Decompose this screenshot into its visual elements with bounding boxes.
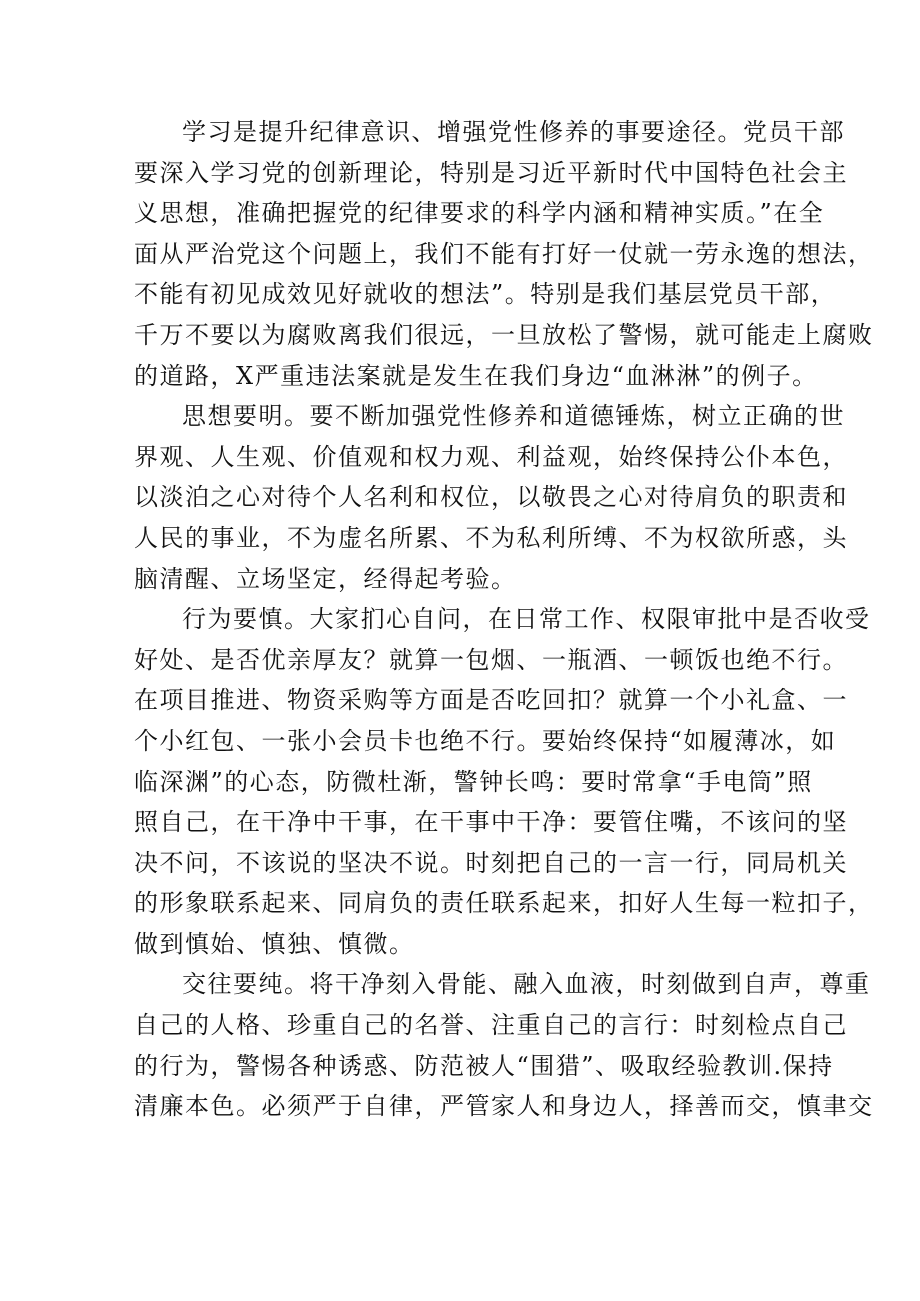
text-line: 好处、是否优亲厚友？就算一包烟、一瓶酒、一顿饭也绝不行。: [134, 645, 848, 674]
text-line: 的形象联系起来、同肩负的责任联系起来，扣好人生每一粒扣子，: [134, 889, 874, 918]
text-line: 做到慎始、慎独、慎微。: [134, 929, 415, 958]
text-line: 清廉本色。必须严于自律，严管家人和身边人，择善而交，慎聿交: [134, 1092, 874, 1121]
paragraph-thinking: [134, 396, 848, 599]
text-line: 行为要慎。大家扪心自问，在日常工作、权限审批中是否收受: [182, 605, 871, 634]
text-line: 在项目推进、物资采购等方面是否吃回扣？就算一个小礼盒、一: [134, 686, 848, 715]
text-line: 自己的人格、珍重自己的名誉、注重自己的言行：时刻检点自己: [134, 1011, 848, 1040]
text-line: 人民的事业，不为虚名所累、不为私利所缚、不为权欲所惑，头: [134, 523, 848, 552]
text-line: 脑清醒、立场坚定，经得起考验。: [134, 564, 517, 593]
text-line: 不能有初见成效见好就收的想法”。特别是我们基层党员干部，: [134, 280, 837, 309]
text-line: 照自己，在干净中干事，在干事中干净：要管住嘴，不该问的坚: [134, 808, 848, 837]
text-line: 界观、人生观、价值观和权力观、利益观，始终保持公仆本色，: [134, 442, 848, 471]
paragraph-relations: [134, 964, 874, 1126]
text-line: 要深入学习党的创新理论，特别是习近平新时代中国特色社会主: [134, 158, 848, 187]
text-line: 千万不要以为腐败离我们很远，一旦放松了警惕，就可能走上腐败: [134, 320, 874, 349]
text-line: 义思想，准确把握党的纪律要求的科学内涵和精神实质。”在全: [134, 199, 825, 228]
document-body: [134, 112, 874, 1127]
text-line: 面从严治党这个问题上，我们不能有打好一仗就一劳永逸的想法，: [134, 239, 874, 268]
text-line: 交往要纯。将干净刻入骨能、融入血液，时刻做到自声，尊重: [182, 970, 871, 999]
text-line: 临深渊”的心态，防微杜渐，警钟长鸣：要时常拿“手电筒”照: [134, 767, 813, 796]
text-line: 学习是提升纪律意识、增强党性修养的事要途径。党员干部: [182, 118, 845, 146]
text-line: 的道路，X严重违法案就是发生在我们身边“血淋淋”的例子。: [134, 361, 818, 390]
text-line: 思想要明。要不断加强党性修养和道德锤炼，树立正确的世: [182, 402, 845, 431]
paragraph-study: [134, 112, 874, 396]
text-line: 个小红包、一张小会员卡也绝不行。要始终保持“如履薄冰，如: [134, 726, 837, 755]
text-line: 决不问，不该说的坚决不说。时刻把自己的一言一行，同局机关: [134, 848, 848, 877]
text-line: 的行为，警惕各种诱惑、防范被人“围猎”、吸取经验教训.保持: [134, 1051, 834, 1080]
paragraph-conduct: [134, 599, 874, 964]
text-line: 以淡泊之心对待个人名利和权位，以敬畏之心对待肩负的职责和: [134, 483, 848, 512]
